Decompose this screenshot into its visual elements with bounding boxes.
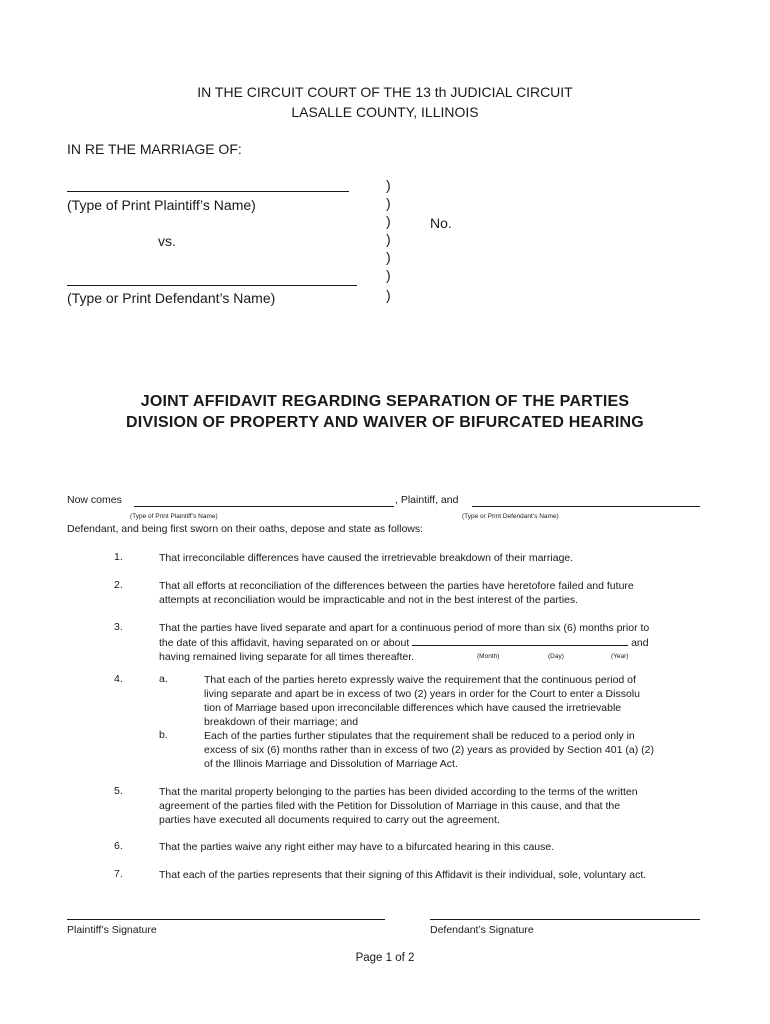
- plaintiff-and-text: , Plaintiff, and: [395, 494, 459, 506]
- paragraph-1-text: [159, 551, 573, 565]
- paragraph-6-text: [159, 840, 554, 854]
- paragraph-number: 6.: [114, 840, 123, 852]
- caption-paren: ): [386, 249, 391, 265]
- paragraph-5-text: [159, 785, 638, 827]
- plaintiff-signature-line[interactable]: [67, 919, 385, 920]
- and-text: and: [631, 637, 649, 649]
- paragraph-line: tion of Marriage based upon irreconcilable differences which have caused the irretrievable: [204, 702, 622, 714]
- case-number-label: No.: [430, 215, 452, 231]
- paragraph-line: That the marital property belonging to the parties has been divided according to the terms of the written: [159, 786, 638, 798]
- paragraph-number: 7.: [114, 868, 123, 880]
- document-title-line2: DIVISION OF PROPERTY AND WAIVER OF BIFURCATED HEARING: [126, 414, 644, 431]
- paragraph-line: breakdown of their marriage; and: [204, 716, 359, 728]
- caption-paren: ): [386, 267, 391, 283]
- separation-date-field[interactable]: [412, 635, 628, 646]
- defendant-signature-label: Defendant’s Signature: [430, 924, 534, 936]
- defendant-name-hint: (Type or Print Defendant’s Name): [462, 513, 559, 520]
- paragraph-number: 3.: [114, 621, 123, 633]
- in-re-heading: IN RE THE MARRIAGE OF:: [67, 141, 242, 157]
- paragraph-number: 2.: [114, 579, 123, 591]
- plaintiff-name-hint: (Type of Print Plaintiff’s Name): [130, 513, 218, 520]
- subparagraph-a-text: [204, 673, 640, 729]
- paragraph-line: [159, 635, 649, 650]
- paragraph-3-text: [159, 621, 649, 664]
- sworn-statement: Defendant, and being first sworn on their oaths, depose and state as follows:: [67, 523, 424, 535]
- paragraph-line: excess of six (6) months rather than in excess of two (2) years as provided by Section 401 (a) (2): [204, 744, 654, 756]
- caption-paren: ): [386, 195, 391, 211]
- paragraph-line: attempts at reconciliation would be impracticable and not in the best interest of the parties.: [159, 594, 579, 606]
- caption-paren: ): [386, 213, 391, 229]
- defendant-intro-line[interactable]: [472, 506, 700, 507]
- paragraph-line: Each of the parties further stipulates that the requirement shall be reduced to a period only in: [204, 730, 635, 742]
- paragraph-line: That each of the parties represents that their signing of this Affidavit is their individual, sole, voluntary act.: [159, 869, 647, 881]
- paragraph-line: That the parties have lived separate and apart for a continuous period of more than six (6) months prior to: [159, 622, 650, 634]
- paragraph-7-text: [159, 868, 646, 882]
- paragraph-number: 4.: [114, 673, 123, 685]
- plaintiff-name-line[interactable]: [67, 191, 349, 192]
- versus-label: vs.: [158, 233, 176, 249]
- paragraph-line: That all efforts at reconciliation of the differences between the parties have heretofore failed and future: [159, 580, 634, 592]
- paragraph-number: 1.: [114, 551, 123, 563]
- page-number: Page 1 of 2: [355, 952, 415, 964]
- now-comes-text: Now comes: [67, 494, 122, 506]
- day-hint: (Day): [548, 653, 564, 660]
- defendant-name-label: (Type or Print Defendant’s Name): [67, 290, 276, 306]
- year-hint: (Year): [611, 653, 629, 660]
- paragraph-line: living separate and apart be in excess of two (2) years in order for the Court to enter a Dissolu: [204, 688, 640, 700]
- plaintiff-name-label: (Type of Print Plaintiff’s Name): [67, 197, 256, 213]
- court-name: IN THE CIRCUIT COURT OF THE 13 th JUDICIAL CIRCUIT: [197, 84, 573, 100]
- month-hint: (Month): [477, 653, 500, 660]
- paragraph-line: parties have executed all documents required to carry out the agreement.: [159, 814, 500, 826]
- paragraph-line: That irreconcilable differences have caused the irretrievable breakdown of their marriage.: [159, 552, 574, 564]
- paragraph-line: of the Illinois Marriage and Dissolution of Marriage Act.: [204, 758, 458, 770]
- subparagraph-b-label: b.: [159, 729, 168, 741]
- document-title-line1: JOINT AFFIDAVIT REGARDING SEPARATION OF THE PARTIES: [140, 393, 630, 410]
- caption-paren: ): [386, 177, 391, 193]
- separation-date-text: the date of this affidavit, having separated on or about: [159, 637, 410, 649]
- court-county: LASALLE COUNTY, ILLINOIS: [291, 104, 479, 120]
- plaintiff-signature-label: Plaintiff’s Signature: [67, 924, 157, 936]
- paragraph-line: That each of the parties hereto expressly waive the requirement that the continuous period of: [204, 674, 636, 686]
- paragraph-line: having remained living separate for all times thereafter.: [159, 651, 415, 663]
- subparagraph-a-label: a.: [159, 673, 168, 685]
- plaintiff-intro-line[interactable]: [134, 506, 394, 507]
- paragraph-number: 5.: [114, 785, 123, 797]
- subparagraph-b-text: [204, 729, 654, 771]
- caption-paren: ): [386, 287, 391, 303]
- defendant-signature-line[interactable]: [430, 919, 700, 920]
- caption-paren: ): [386, 231, 391, 247]
- paragraph-2-text: [159, 579, 634, 607]
- paragraph-line: agreement of the parties filed with the Petition for Dissolution of Marriage in this cause, and that the: [159, 800, 621, 812]
- defendant-name-line[interactable]: [67, 285, 357, 286]
- paragraph-line: That the parties waive any right either may have to a bifurcated hearing in this cause.: [159, 841, 555, 853]
